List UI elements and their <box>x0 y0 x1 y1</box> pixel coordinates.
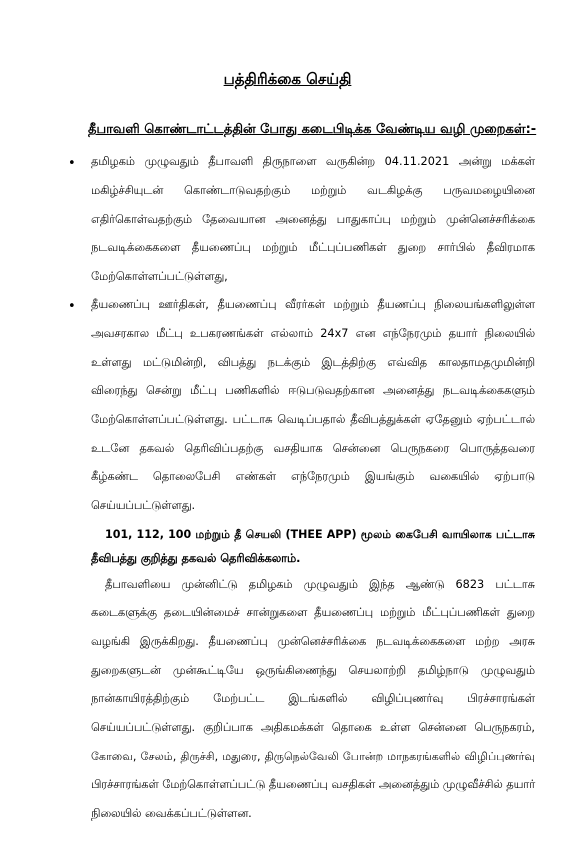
final-paragraph-line-2: கடைகளுக்கு தடையின்மைச் சான்றுகளை தீயணைப்பு மற்றும் மீட்புப்பணிகள் துறை <box>91 606 535 619</box>
bullet-marker: • <box>68 299 76 314</box>
final-paragraph-line-7: கோவை, சேலம், திருச்சி, மதுரை, திருநெல்வேலி போன்ற மாநகரங்களில் விழிப்புணர்வு <box>91 750 535 763</box>
final-paragraph-line-1: தீபாவளியை முன்னிட்டு தமிழகம் முழுவதும் இந்த ஆண்டு 6823 பட்டாசு <box>105 578 535 591</box>
bullet-2-line-2: அவசரகால மீட்பு உபகரணங்கள் எல்லாம் 24x7 என எந்நேரமும் தயார் நிலையில் <box>91 327 535 340</box>
final-paragraph-line-8: பிரச்சாரங்கள் மேற்கொள்ளப்பட்டு தீயணைப்பு வசதிகள் அனைத்தும் முழுவீச்சில் தயார் <box>91 778 536 791</box>
bullet-2-line-8: செய்யப்பட்டுள்ளது. <box>91 499 196 512</box>
bullet-2-line-7: கீழ்கண்ட தொலைபேசி எண்கள் எந்நேரமும் இயங்கும் வகையில் ஏற்பாடு <box>91 470 535 483</box>
final-paragraph-line-3: வழங்கி இருக்கிறது. தீயணைப்பு முன்னெச்சரிக்கை நடவடிக்கைகளை மற்ற அரசு <box>91 635 535 648</box>
final-paragraph-line-5: நான்காயிரத்திற்கும் மேற்பட்ட இடங்களில் விழிப்புணர்வு பிரச்சாரங்கள் <box>91 692 535 705</box>
final-paragraph-line-4: துறைகளுடன் முன்கூட்டியே ஒருங்கிணைந்து செயலாற்றி தமிழ்நாடு முழுவதும் <box>91 664 535 677</box>
bullet-2-line-4: விரைந்து சென்று மீட்பு பணிகளில் ஈடுபடுவதற்கான அனைத்து நடவடிக்கைகளும் <box>91 384 535 397</box>
emergency-numbers-line-1: 101, 112, 100 மற்றும் தீ செயலி (THEE APP) மூலம் கைபேசி வாயிலாக பட்டாசு <box>105 528 535 541</box>
document-title: பத்திரிக்கை செய்தி <box>223 70 352 88</box>
bullet-1-line-3: எதிர்கொள்வதற்கும் தேவையான அனைத்து பாதுகாப்பு மற்றும் முன்னெச்சரிக்கை <box>91 213 535 226</box>
bullet-marker: • <box>68 156 76 171</box>
bullet-2-line-5: மேற்கொள்ளப்பட்டுள்ளது. பட்டாசு வெடிப்பதால் தீவிபத்துக்கள் ஏதேனும் ஏற்பட்டால் <box>91 413 535 426</box>
bullet-2-line-1: தீயணைப்பு ஊர்திகள், தீயணைப்பு வீரர்கள் மற்றும் தீயணப்பு நிலையங்களிலுள்ள <box>91 298 535 311</box>
final-paragraph-line-9: நிலையில் வைக்கப்பட்டுள்ளன. <box>91 807 252 820</box>
bullet-2-line-6: உடனே தகவல் தெரிவிப்பதற்கு வசதியாக சென்னை பெருநகரை பொருத்தவரை <box>91 442 535 455</box>
bullet-1-line-1: தமிழகம் முழுவதும் தீபாவளி திருநாளை வருகின்ற 04.11.2021 அன்று மக்கள் <box>91 155 535 168</box>
document-subtitle: தீபாவளி கொண்டாட்டத்தின் போது கடைபிடிக்க வேண்டிய வழி முறைகள்:- <box>88 122 537 137</box>
bullet-1-line-2: மகிழ்ச்சியுடன் கொண்டாடுவதற்கும் மற்றும் வடகிழக்கு பருவமழையினை <box>91 184 535 197</box>
bullet-1-line-5: மேற்கொள்ளப்பட்டுள்ளது, <box>91 270 228 283</box>
emergency-numbers-line-2: தீவிபத்து குறித்து தகவல் தெரிவிக்கலாம். <box>91 552 301 565</box>
final-paragraph-line-6: செய்யப்பட்டுள்ளது. குறிப்பாக அதிகமக்கள் தொகை உள்ள சென்னை பெருநகரம், <box>91 721 535 734</box>
bullet-2-line-3: உள்ளது மட்டுமின்றி, விபத்து நடக்கும் இடத்திற்கு எவ்வித காலதாமதமுமின்றி <box>91 356 535 369</box>
bullet-1-line-4: நடவடிக்கைகளை தீயணைப்பு மற்றும் மீட்புப்பணிகள் துறை சார்பில் தீவிரமாக <box>91 241 535 254</box>
